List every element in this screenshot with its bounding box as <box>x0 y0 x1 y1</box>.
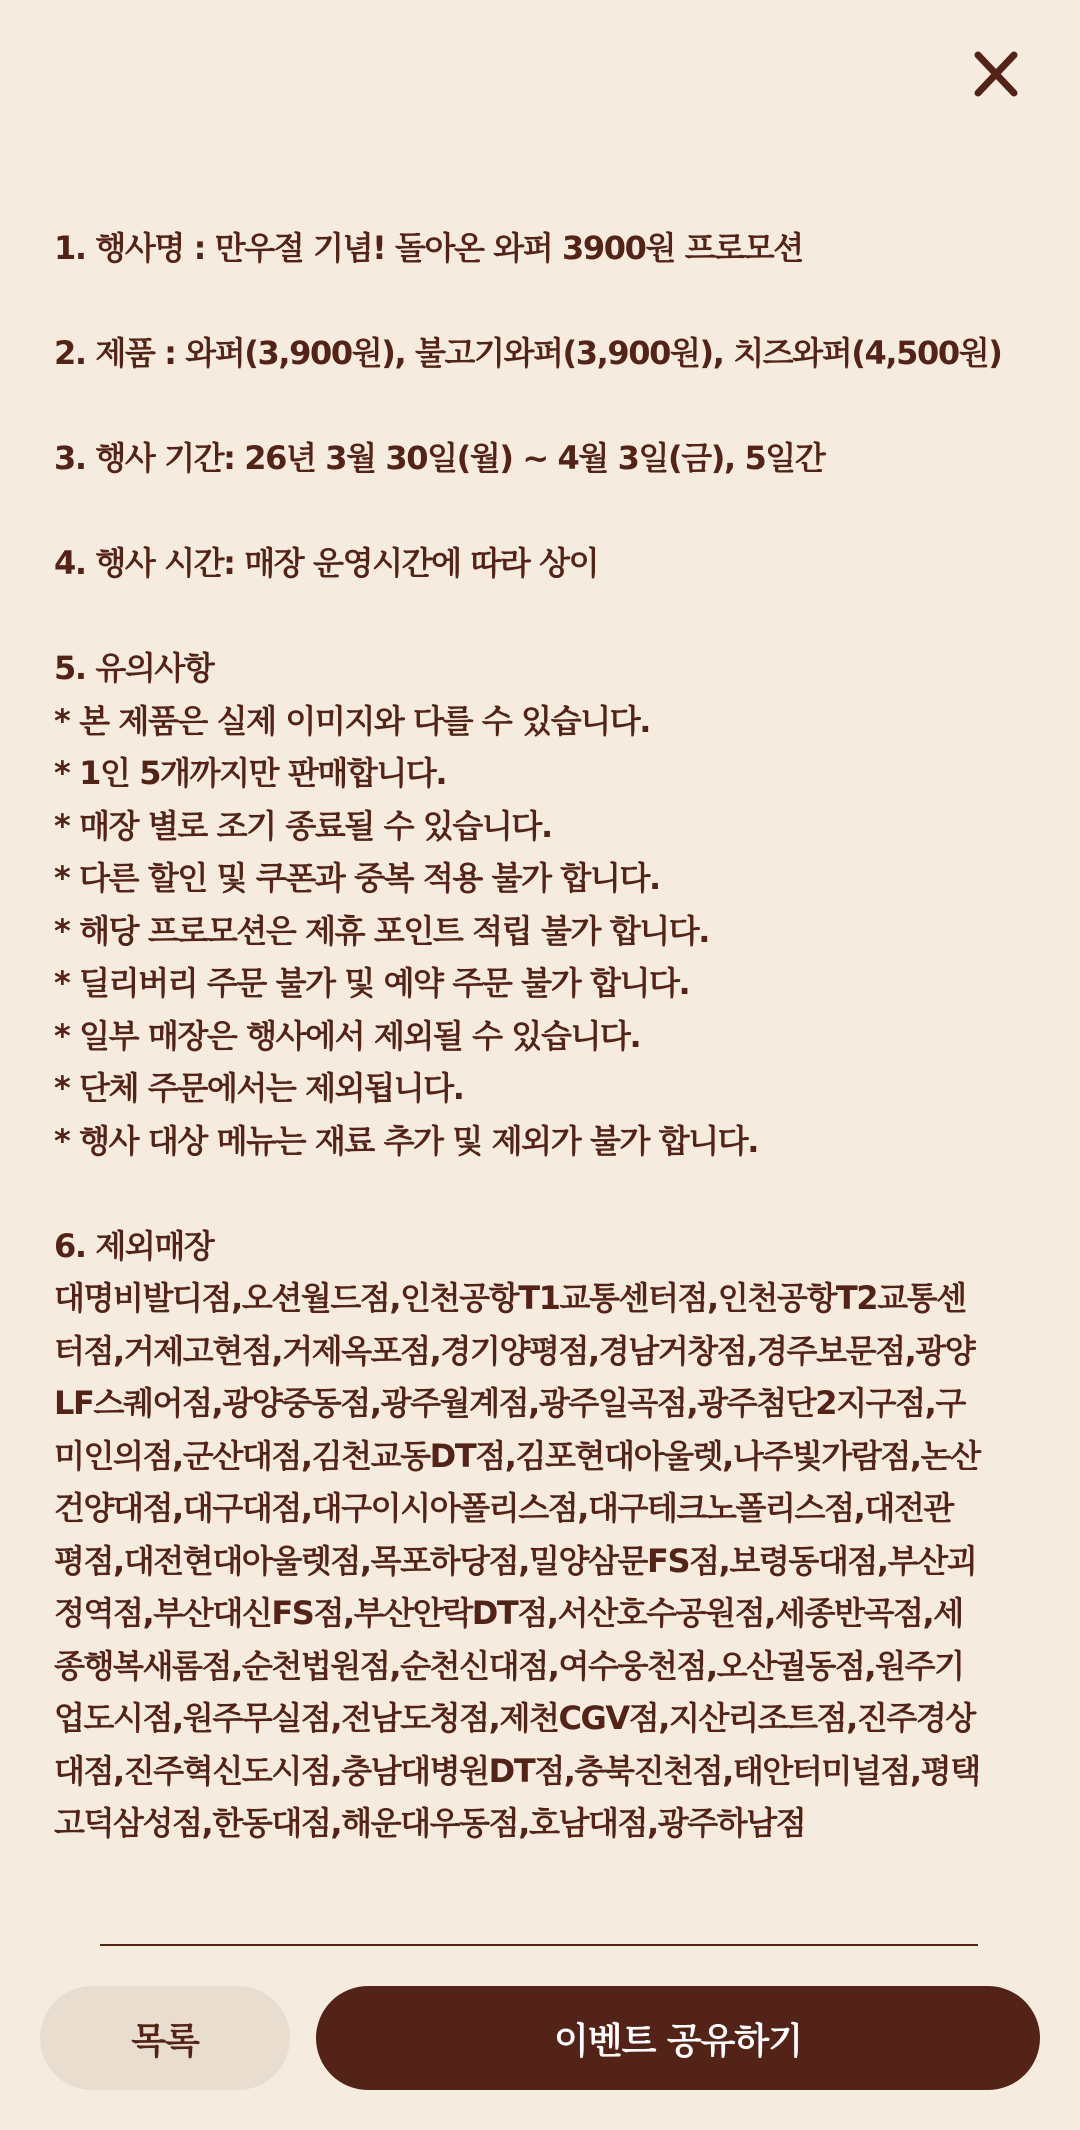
excluded-stores-line: 평점,대전현대아울렛점,목포하당점,밀양삼문FS점,보령동대점,부산괴 <box>54 1541 977 1580</box>
excluded-stores-line: 종행복새롬점,순천법원점,순천신대점,여수웅천점,오산궐동점,원주기 <box>54 1646 964 1685</box>
notes-title: 5. 유의사항 <box>54 649 214 687</box>
notes-section <box>54 642 1034 1167</box>
excluded-stores-line: 미인의점,군산대점,김천교동DT점,김포현대아울렛,나주빛가람점,논산 <box>54 1436 980 1475</box>
share-event-button-label: 이벤트 공유하기 <box>554 2020 802 2062</box>
event-products: 2. 제품 : 와퍼(3,900원), 불고기와퍼(3,900원), 치즈와퍼(4,500원) <box>54 334 1002 372</box>
share-event-button[interactable] <box>316 1986 1040 2090</box>
hours-section <box>54 537 1034 590</box>
excluded-stores-title: 6. 제외매장 <box>54 1226 214 1265</box>
excluded-stores-line: 정역점,부산대신FS점,부산안락DT점,서산호수공원점,세종반곡점,세 <box>54 1594 963 1632</box>
period-section <box>54 432 1034 485</box>
excluded-stores-line: 업도시점,원주무실점,전남도청점,제천CGV점,지산리조트점,진주경상 <box>54 1699 975 1737</box>
event-period: 3. 행사 기간: 26년 3월 30일(월) ~ 4월 3일(금), 5일간 <box>54 439 825 477</box>
note-item: * 1인 5개까지만 판매합니다. <box>54 754 447 792</box>
note-item: * 매장 별로 조기 종료될 수 있습니다. <box>54 806 552 845</box>
excluded-stores-line: 터점,거제고현점,거제옥포점,경기양평점,경남거창점,경주보문점,광양 <box>54 1331 975 1370</box>
list-button-label: 목록 <box>131 2020 199 2062</box>
event-name-section <box>54 222 1034 275</box>
products-section <box>54 327 1034 380</box>
excluded-stores-line: 대점,진주혁신도시점,충남대병원DT점,충북진천점,태안터미널점,평택 <box>54 1751 980 1790</box>
note-item: * 다른 할인 및 쿠폰과 중복 적용 불가 합니다. <box>54 859 660 897</box>
excluded-stores-line: 건양대점,대구대점,대구이시아폴리스점,대구테크노폴리스점,대전관 <box>54 1489 953 1527</box>
note-item: * 본 제품은 실제 이미지와 다를 수 있습니다. <box>54 701 650 740</box>
note-item: * 단체 주문에서는 제외됩니다. <box>54 1069 464 1107</box>
note-item: * 딜리버리 주문 불가 및 예약 주문 불가 합니다. <box>54 964 690 1002</box>
close-icon <box>971 49 1021 99</box>
event-name: 1. 행사명 : 만우절 기념! 돌아온 와퍼 3900원 프로모션 <box>54 229 803 267</box>
list-button[interactable] <box>40 1986 290 2090</box>
note-item: * 행사 대상 메뉴는 재료 추가 및 제외가 불가 합니다. <box>54 1121 758 1160</box>
excluded-stores-section <box>54 1220 1034 1850</box>
close-button[interactable] <box>966 44 1026 104</box>
event-details <box>54 222 1034 1902</box>
excluded-stores-line: 고덕삼성점,한동대점,해운대우동점,호남대점,광주하남점 <box>54 1804 806 1842</box>
excluded-stores-line: LF스퀘어점,광양중동점,광주월계점,광주일곡점,광주첨단2지구점,구 <box>54 1384 965 1422</box>
footer-divider <box>100 1944 978 1946</box>
event-hours: 4. 행사 시간: 매장 운영시간에 따라 상이 <box>54 544 599 582</box>
note-item: * 해당 프로모션은 제휴 포인트 적립 불가 합니다. <box>54 911 710 950</box>
note-item: * 일부 매장은 행사에서 제외될 수 있습니다. <box>54 1016 641 1055</box>
excluded-stores-line: 대명비발디점,오션월드점,인천공항T1교통센터점,인천공항T2교통센 <box>54 1279 966 1317</box>
